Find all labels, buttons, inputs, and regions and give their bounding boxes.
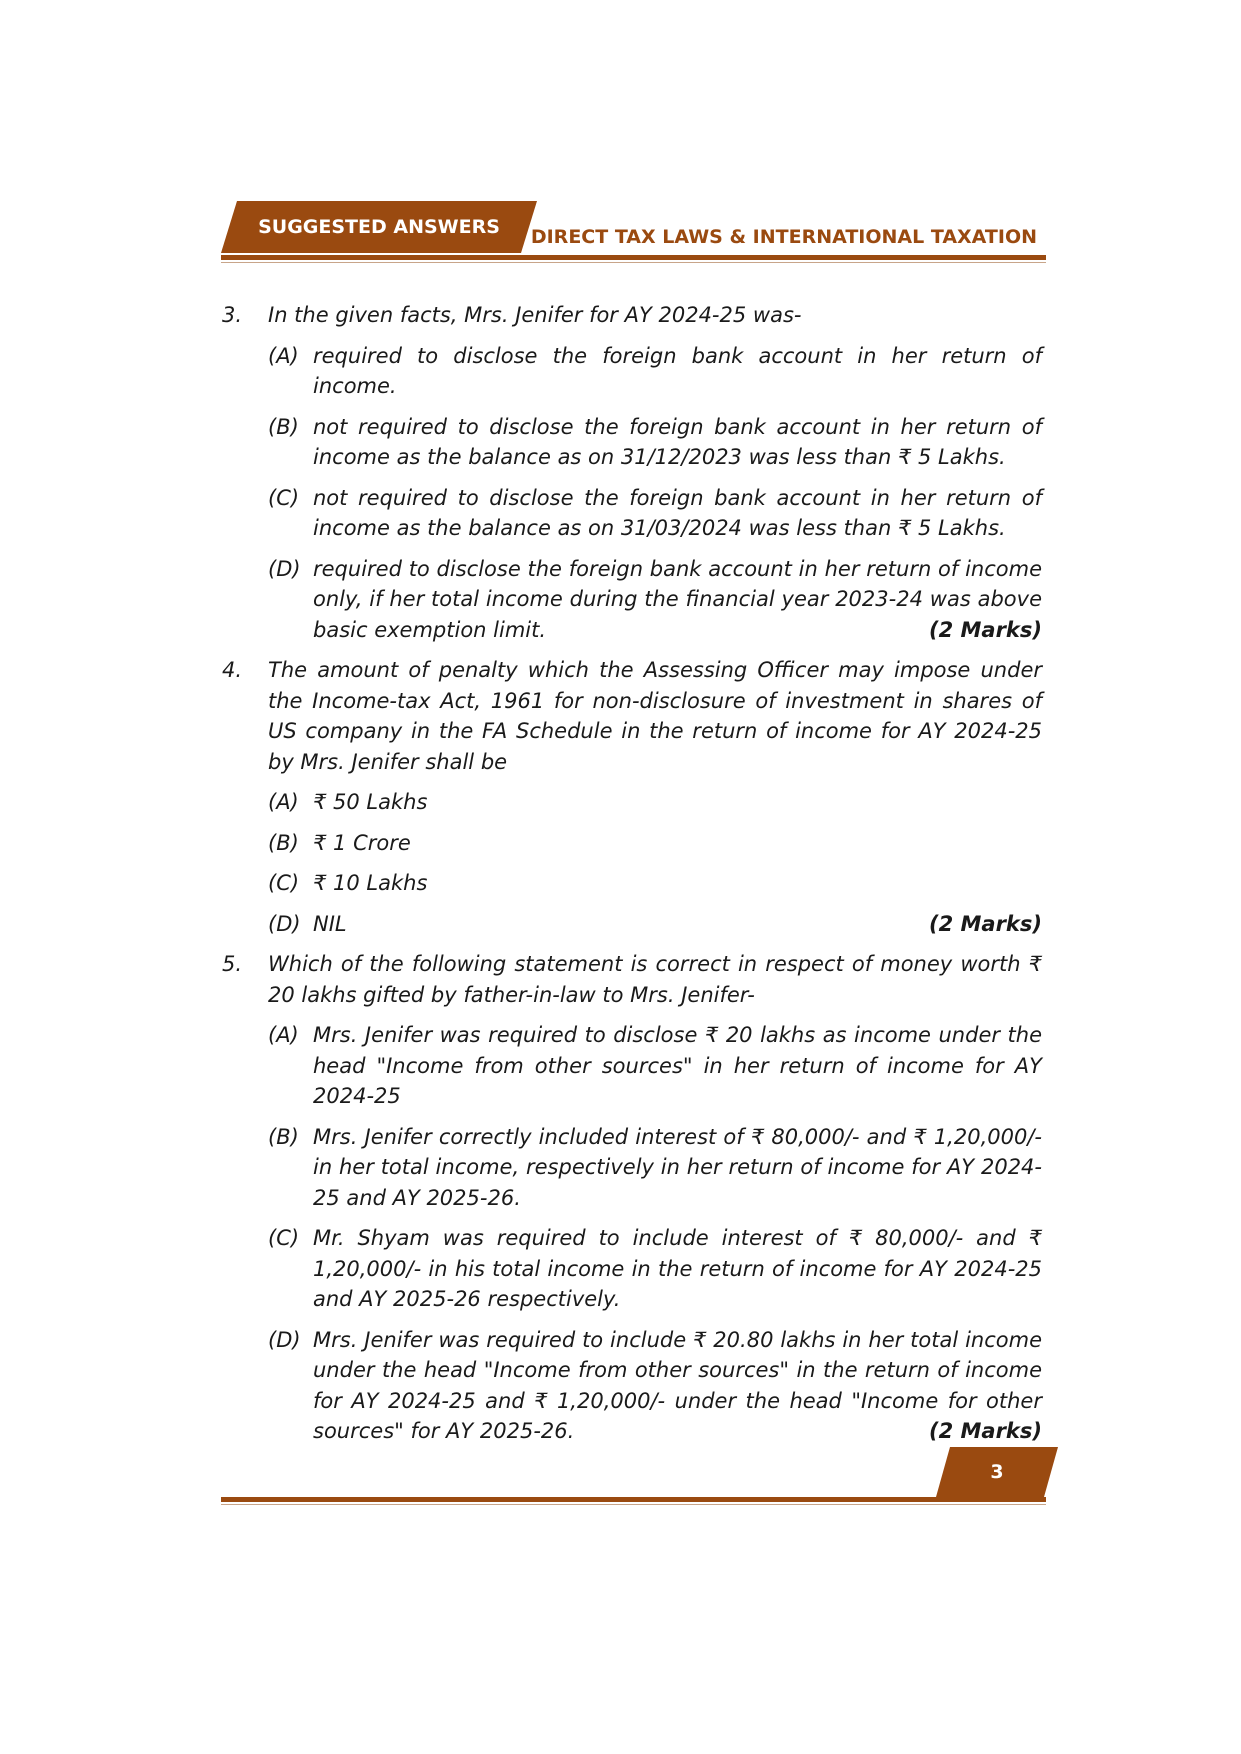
option-label: (A) xyxy=(268,343,299,368)
option-label: (A) xyxy=(268,790,299,814)
question-5 xyxy=(222,949,1042,1010)
option-text: Mrs. Jenifer correctly included interest of ₹ 80,000/- and ₹ 1,20,000/- in her total income, respectively in her return of income for AY 2024-25 and AY 2025-26. xyxy=(313,1124,1042,1210)
option-label: (B) xyxy=(268,1124,299,1149)
option-label: (B) xyxy=(268,830,299,855)
marks-label: (2 Marks) xyxy=(928,1419,1042,1443)
option-c xyxy=(268,483,1042,544)
marks-label: (2 Marks) xyxy=(928,617,1042,642)
option-label: (C) xyxy=(268,871,300,895)
option-text: required to disclose the foreign bank account in her return of income only, if her total income during the financial year 2023-24 was above basic exemption limit. xyxy=(313,556,1042,642)
option-text: Mrs. Jenifer was required to include ₹ 20.80 lakhs in her total income under the head "Income from other sources" in the return of income for AY 2024-25 and ₹ 1,20,000/- under the head "Income for other sources" for AY 2025-26. xyxy=(313,1327,1042,1443)
option-label: (B) xyxy=(268,414,299,439)
question-4 xyxy=(222,655,1042,777)
option-label: (D) xyxy=(268,1327,301,1352)
page-number-tab xyxy=(936,1447,1058,1497)
header-tab-label: SUGGESTED ANSWERS xyxy=(258,216,500,238)
option-text: required to disclose the foreign bank account in her return of income. xyxy=(313,343,1042,398)
question-5-options xyxy=(268,1020,1042,1447)
option-text: NIL xyxy=(313,911,347,936)
option-text: not required to disclose the foreign bank account in her return of income as the balance as on 31/12/2023 was less than ₹ 5 Lakhs. xyxy=(313,414,1042,469)
option-b xyxy=(268,828,1042,859)
option-label: (A) xyxy=(268,1023,299,1047)
option-d xyxy=(268,1325,1042,1447)
option-text: ₹ 1 Crore xyxy=(313,830,411,855)
option-c xyxy=(268,1223,1042,1315)
question-text: The amount of penalty which the Assessing Officer may impose under the Income-tax Act, 1961 for non-disclosure of investment in shares of US company in the FA Schedule in the return of income for AY 2024-25 by Mrs. Jenifer shall be xyxy=(268,658,1042,774)
option-a xyxy=(268,1020,1042,1112)
option-label: (D) xyxy=(268,556,301,581)
question-3 xyxy=(222,300,1042,331)
document-title: DIRECT TAX LAWS & INTERNATIONAL TAXATION xyxy=(530,226,1037,248)
option-a xyxy=(268,341,1042,402)
marks-label: (2 Marks) xyxy=(928,911,1042,936)
option-b xyxy=(268,1122,1042,1214)
option-text: not required to disclose the foreign bank account in her return of income as the balance as on 31/03/2024 was less than ₹ 5 Lakhs. xyxy=(313,485,1042,540)
header-rule-thin xyxy=(221,262,1046,263)
question-3-options xyxy=(268,341,1042,646)
option-text: Mrs. Jenifer was required to disclose ₹ 20 lakhs as income under the head "Income from other sources" in her return of income for AY 2024-25 xyxy=(313,1023,1042,1108)
option-label: (D) xyxy=(268,911,301,936)
question-number: 4. xyxy=(222,658,243,682)
question-text: Which of the following statement is correct in respect of money worth ₹ 20 lakhs gifted by father-in-law to Mrs. Jenifer- xyxy=(268,952,1042,1007)
question-list xyxy=(222,300,1042,1457)
option-d xyxy=(268,554,1042,646)
question-number: 5. xyxy=(222,952,243,976)
footer-rule-thin xyxy=(221,1504,1046,1505)
footer-rule xyxy=(221,1497,1046,1502)
option-d xyxy=(268,909,1042,940)
option-a xyxy=(268,787,1042,818)
option-label: (C) xyxy=(268,485,300,510)
header-tab xyxy=(221,201,537,253)
option-label: (C) xyxy=(268,1226,300,1250)
option-text: ₹ 50 Lakhs xyxy=(313,790,428,814)
option-text: Mr. Shyam was required to include interest of ₹ 80,000/- and ₹ 1,20,000/- in his total income in the return of income for AY 2024-25 and AY 2025-26 respectively. xyxy=(313,1226,1042,1311)
option-b xyxy=(268,412,1042,473)
header-rule xyxy=(221,255,1046,260)
question-text: In the given facts, Mrs. Jenifer for AY 2024-25 was- xyxy=(268,303,802,327)
option-text: ₹ 10 Lakhs xyxy=(313,871,428,895)
question-4-options xyxy=(268,787,1042,939)
question-number: 3. xyxy=(222,303,243,327)
option-c xyxy=(268,868,1042,899)
page-number: 3 xyxy=(990,1461,1004,1483)
